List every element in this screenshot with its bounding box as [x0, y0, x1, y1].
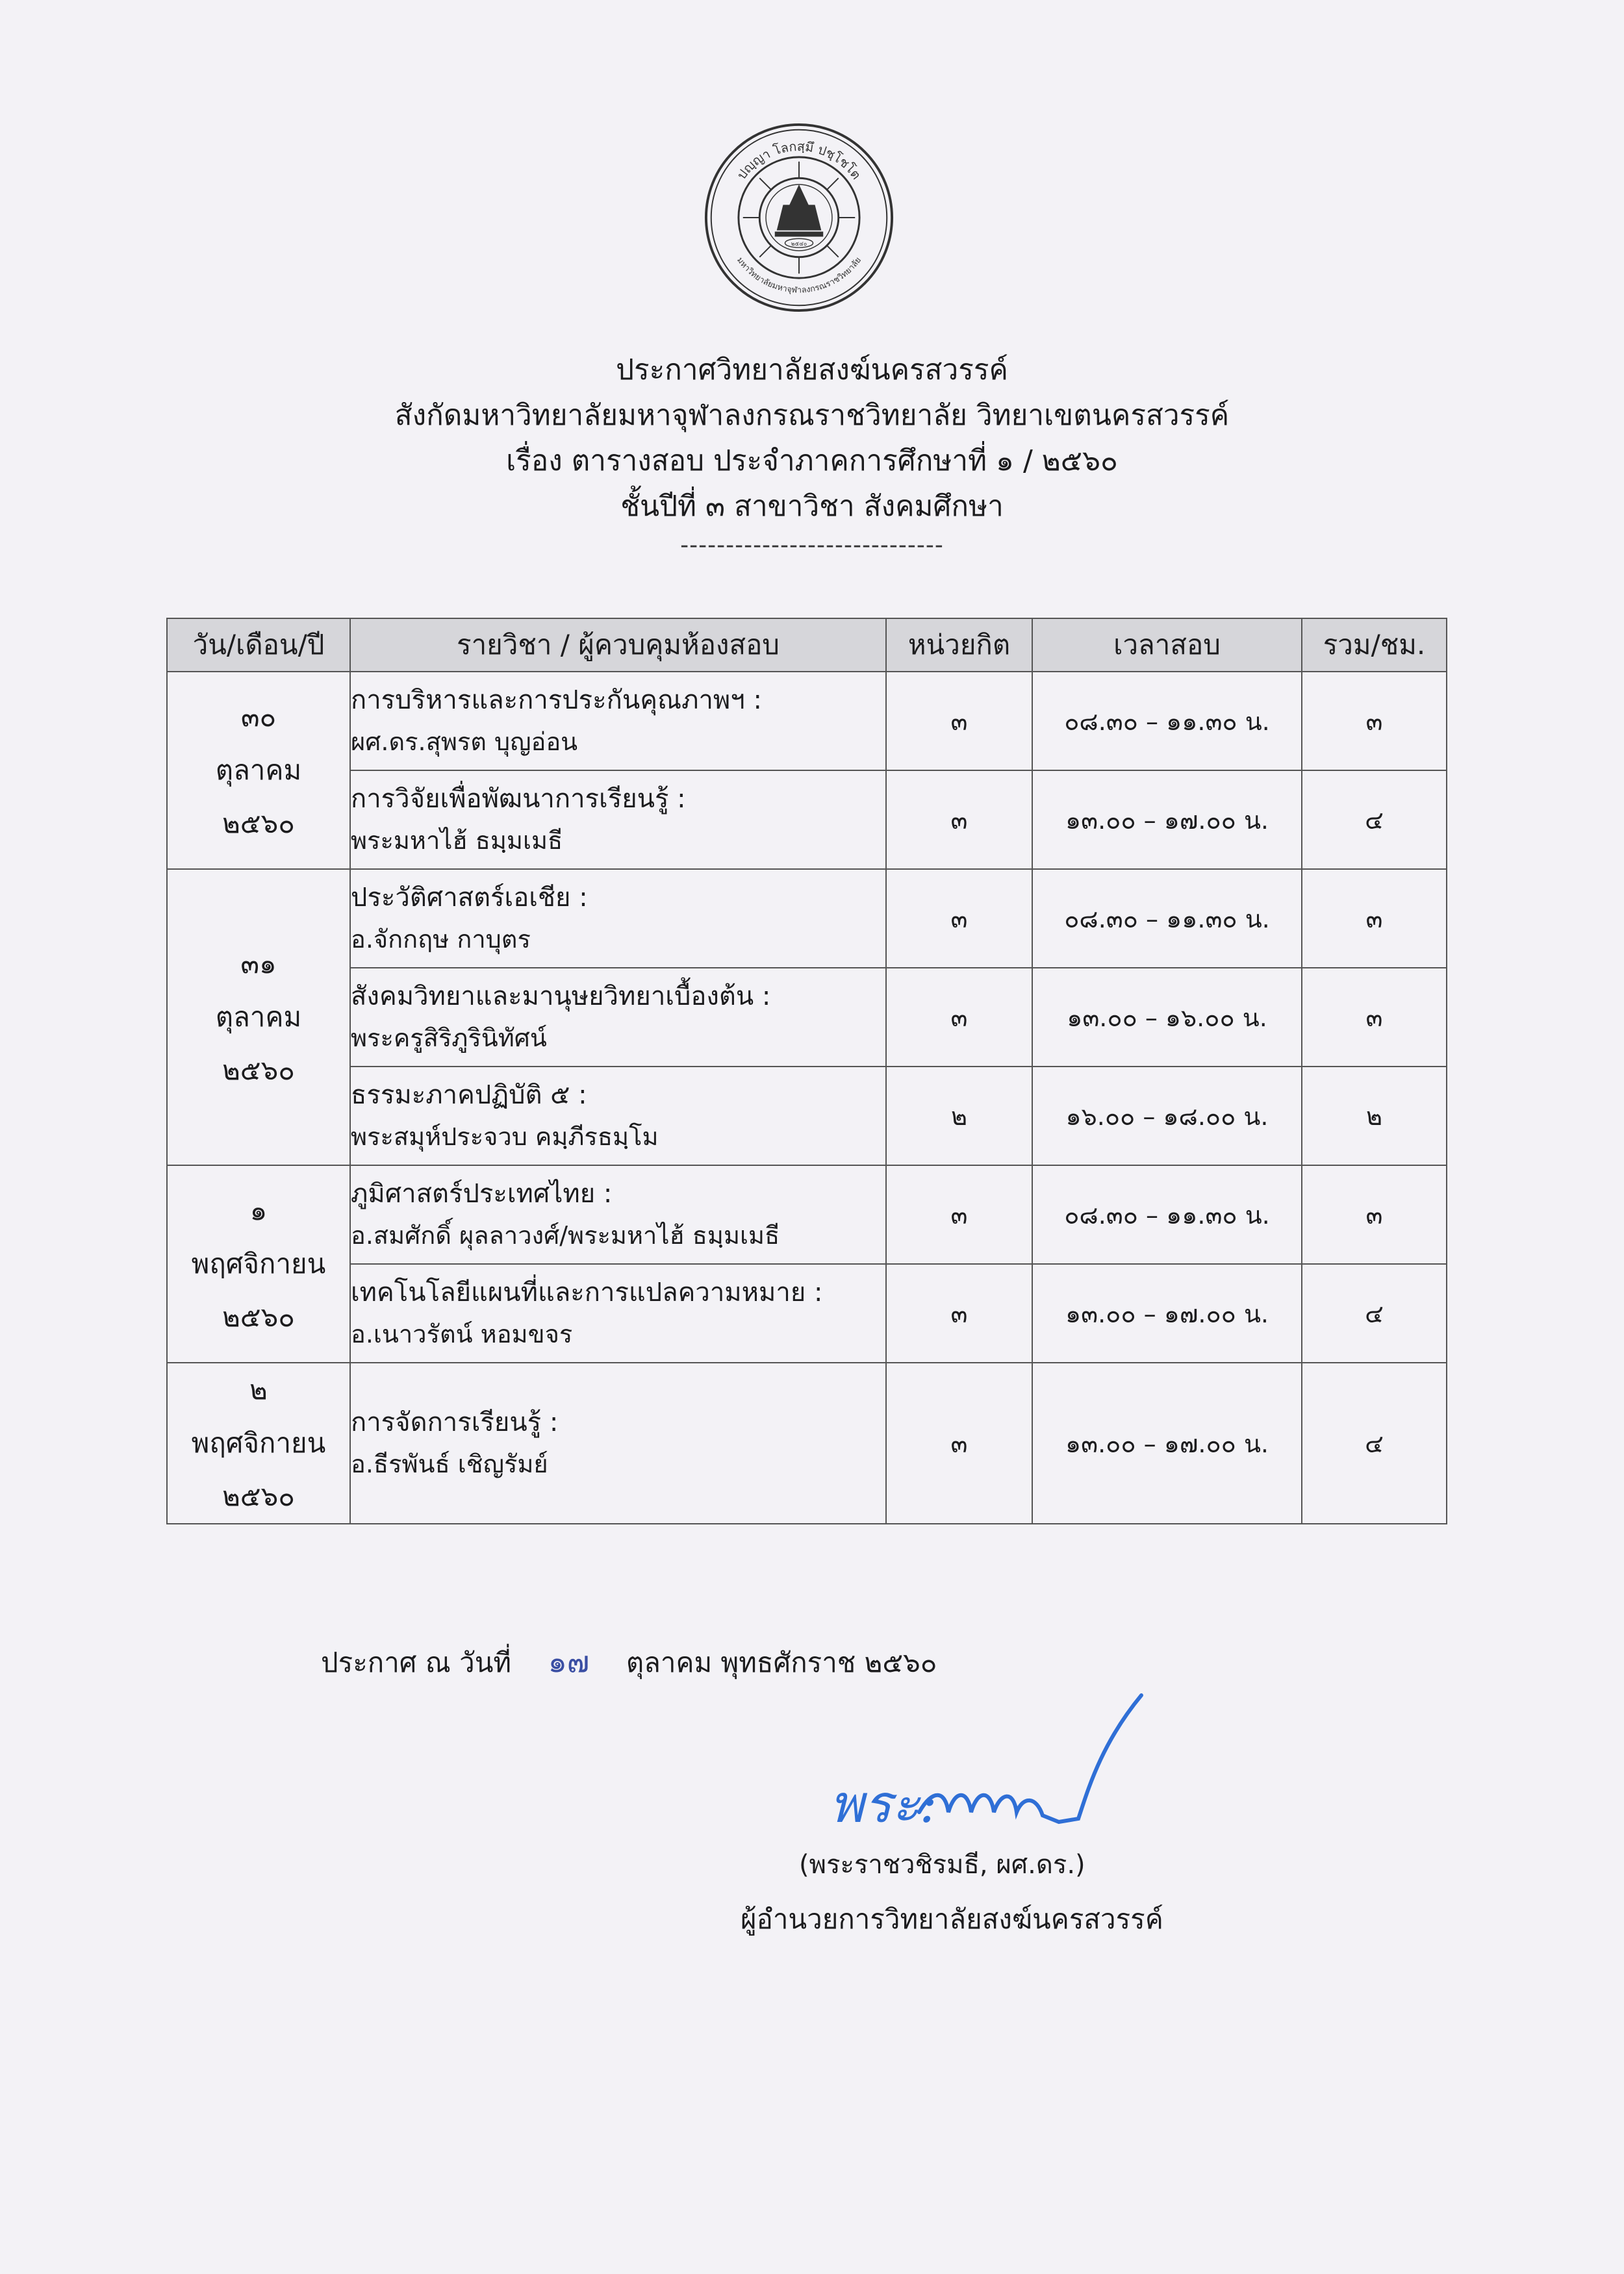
subject-name: การจัดการเรียนรู้ : — [351, 1408, 559, 1437]
time-cell: ๐๘.๓๐ – ๑๑.๓๐ น. — [1032, 869, 1302, 968]
announcement-month-year: ตุลาคม พุทธศักราช ๒๕๖๐ — [626, 1647, 937, 1678]
time-cell: ๑๖.๐๐ – ๑๘.๐๐ น. — [1032, 1067, 1302, 1165]
date-year: ๒๕๖๐ — [222, 1480, 295, 1512]
seal-bottom-text: มหาวิทยาลัยมหาจุฬาลงกรณราชวิทยาลัย — [735, 255, 863, 296]
time-cell: ๑๓.๐๐ – ๑๗.๐๐ น. — [1032, 1363, 1302, 1524]
credits-cell: ๓ — [886, 1363, 1032, 1524]
subject-name: สังคมวิทยาและมานุษยวิทยาเบื้องต้น : — [351, 981, 771, 1011]
signature-text: พระ: — [830, 1774, 937, 1834]
credits-cell: ๓ — [886, 869, 1032, 968]
subject-cell — [350, 1363, 886, 1524]
date-day: ๑ — [249, 1194, 268, 1226]
hours-cell: ๔ — [1302, 770, 1447, 869]
date-month: พฤศจิกายน — [191, 1427, 326, 1459]
subject-name: ธรรมะภาคปฏิบัติ ๕ : — [351, 1080, 587, 1110]
date-day: ๓๑ — [240, 948, 277, 979]
credits-cell: ๓ — [886, 1264, 1032, 1363]
table-row — [167, 770, 1447, 869]
table-row — [167, 1067, 1447, 1165]
time-cell: ๑๓.๐๐ – ๑๖.๐๐ น. — [1032, 968, 1302, 1067]
proctor-name: พระมหาไฮ้ ธมฺมเมธี — [351, 826, 563, 855]
subject-name: ประวัติศาสตร์เอเชีย : — [351, 883, 588, 913]
proctor-name: พระครูสิริภูรินิทัศน์ — [351, 1024, 547, 1052]
credits-cell: ๓ — [886, 1165, 1032, 1264]
credits-cell: ๓ — [886, 968, 1032, 1067]
date-cell — [167, 869, 350, 1165]
time-cell: ๑๓.๐๐ – ๑๗.๐๐ น. — [1032, 770, 1302, 869]
hours-cell: ๓ — [1302, 672, 1447, 770]
column-header-subject: รายวิชา / ผู้ควบคุมห้องสอบ — [350, 618, 886, 672]
date-month: ตุลาคม — [215, 1001, 302, 1033]
subject-name: ภูมิศาสตร์ประเทศไทย : — [351, 1179, 613, 1209]
date-month: ตุลาคม — [215, 754, 302, 786]
hours-cell: ๔ — [1302, 1363, 1447, 1524]
subject-name: การวิจัยเพื่อพัฒนาการเรียนรู้ : — [351, 784, 686, 814]
column-header-time: เวลาสอบ — [1032, 618, 1302, 672]
proctor-name: อ.เนาวรัตน์ หอมขจร — [351, 1320, 573, 1348]
proctor-name: อ.ธีรพันธ์ เชิญรัมย์ — [351, 1450, 548, 1478]
signer-title: ผู้อำนวยการวิทยาลัยสงฆ์นครสวรรค์ — [741, 1903, 1163, 1935]
header-affiliation: สังกัดมหาวิทยาลัยมหาจุฬาลงกรณราชวิทยาลัย วิทยาเขตนครสวรรค์ — [394, 399, 1230, 432]
table-row — [167, 968, 1447, 1067]
header-subject: เรื่อง ตารางสอบ ประจำภาคการศึกษาที่ ๑ / ๒๕๖๐ — [506, 444, 1118, 477]
column-header-date: วัน/เดือน/ปี — [167, 618, 350, 672]
time-cell: ๑๓.๐๐ – ๑๗.๐๐ น. — [1032, 1264, 1302, 1363]
subject-cell — [350, 1264, 886, 1363]
proctor-name: อ.สมศักดิ์ ผุลลาวงศ์/พระมหาไฮ้ ธมฺมเมธี — [351, 1221, 780, 1250]
date-year: ๒๕๖๐ — [222, 807, 295, 839]
table-row — [167, 1264, 1447, 1363]
header-title: ประกาศวิทยาลัยสงฆ์นครสวรรค์ — [616, 353, 1008, 386]
date-day: ๓๐ — [240, 701, 277, 733]
date-year: ๒๕๖๐ — [222, 1301, 295, 1333]
subject-cell — [350, 968, 886, 1067]
table-row — [167, 1165, 1447, 1264]
date-month: พฤศจิกายน — [191, 1248, 326, 1280]
proctor-name: ผศ.ดร.สุพรต บุญอ่อน — [351, 727, 578, 756]
table-row — [167, 672, 1447, 770]
credits-cell: ๒ — [886, 1067, 1032, 1165]
hours-cell: ๓ — [1302, 1165, 1447, 1264]
credits-cell: ๓ — [886, 770, 1032, 869]
hours-cell: ๒ — [1302, 1067, 1447, 1165]
announcement-date — [321, 1638, 937, 1686]
handwritten-signature-icon — [822, 1692, 1147, 1841]
temple-seal-icon — [704, 122, 894, 313]
announcement-prefix: ประกาศ ณ วันที่ — [321, 1647, 512, 1678]
exam-schedule-table — [166, 618, 1447, 1524]
subject-cell — [350, 672, 886, 770]
table-row — [167, 1363, 1447, 1524]
column-header-hours: รวม/ชม. — [1302, 618, 1447, 672]
date-year: ๒๕๖๐ — [222, 1054, 295, 1086]
subject-cell — [350, 1165, 886, 1264]
date-cell — [167, 672, 350, 869]
seal-top-text: ปญฺญา โลกสฺมึ ปชฺโชโต — [734, 138, 864, 183]
document-header — [0, 347, 1624, 562]
announcement-day: ๑๗ — [548, 1644, 590, 1679]
time-cell: ๐๘.๓๐ – ๑๑.๓๐ น. — [1032, 672, 1302, 770]
subject-name: เทคโนโลยีแผนที่และการแปลความหมาย : — [351, 1278, 823, 1308]
time-cell: ๐๘.๓๐ – ๑๑.๓๐ น. — [1032, 1165, 1302, 1264]
seal-inner-text: ๒๕๔๐ — [791, 241, 807, 248]
hours-cell: ๔ — [1302, 1264, 1447, 1363]
signer-name: (พระราชวชิรมธี, ผศ.ดร.) — [799, 1850, 1085, 1880]
date-cell — [167, 1165, 350, 1363]
header-divider: ----------------------------- — [680, 532, 944, 559]
subject-name: การบริหารและการประกันคุณภาพฯ : — [351, 685, 762, 715]
credits-cell: ๓ — [886, 672, 1032, 770]
date-cell — [167, 1363, 350, 1524]
subject-cell — [350, 770, 886, 869]
proctor-name: พระสมุห์ประจวบ คมฺภีรธมฺโม — [351, 1122, 659, 1151]
date-day: ๒ — [249, 1374, 268, 1406]
subject-cell — [350, 869, 886, 968]
header-program: ชั้นปีที่ ๓ สาขาวิชา สังคมศึกษา — [620, 490, 1004, 523]
column-header-credits: หน่วยกิต — [886, 618, 1032, 672]
table-header-row — [167, 618, 1447, 672]
hours-cell: ๓ — [1302, 968, 1447, 1067]
subject-cell — [350, 1067, 886, 1165]
table-row — [167, 869, 1447, 968]
proctor-name: อ.จักกฤษ กาบุตร — [351, 925, 531, 954]
hours-cell: ๓ — [1302, 869, 1447, 968]
